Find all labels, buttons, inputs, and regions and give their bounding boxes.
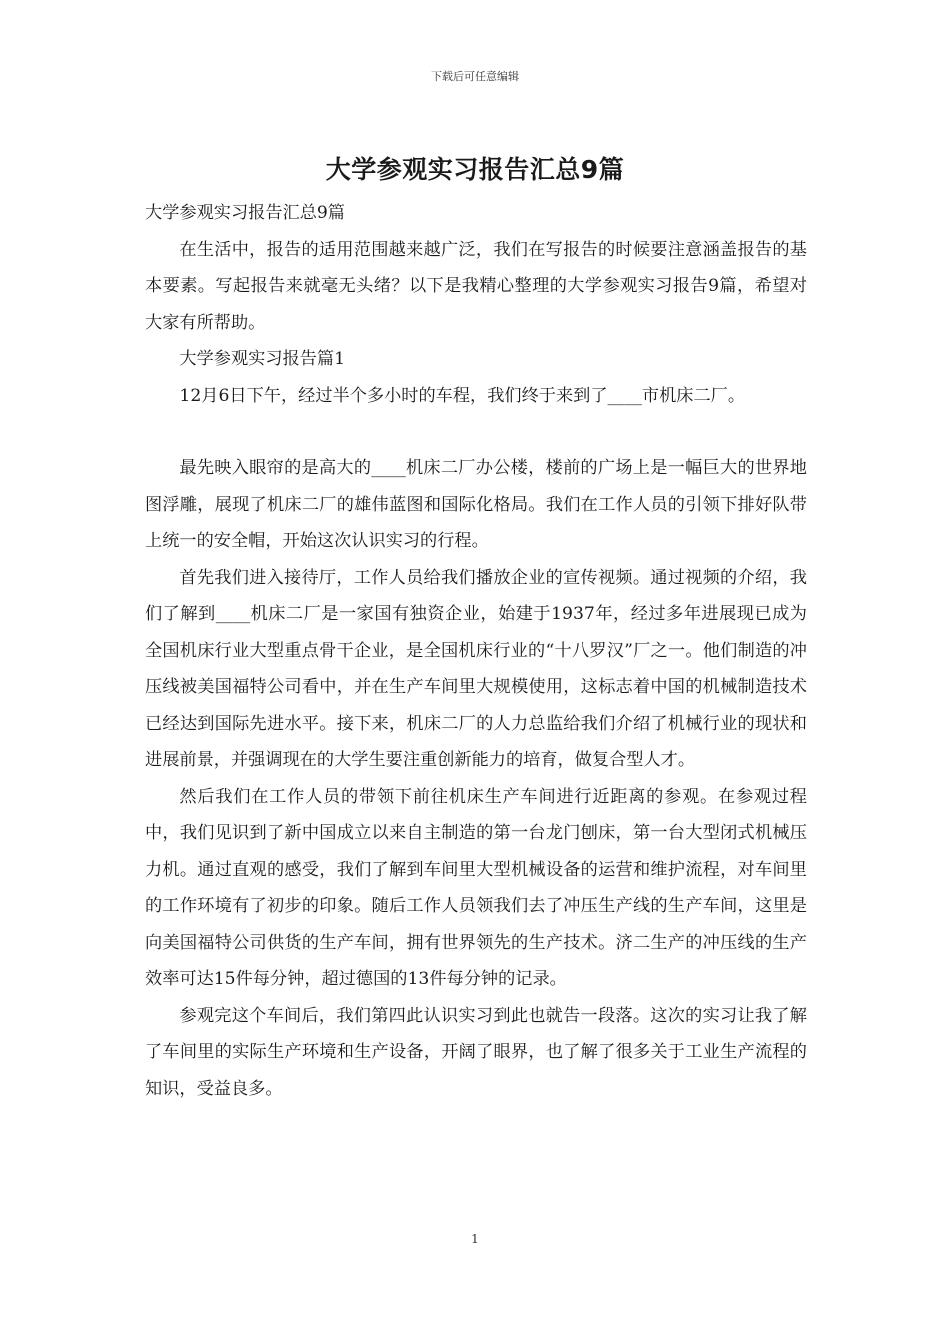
page-header-note: 下载后可任意编辑 xyxy=(431,70,519,83)
paragraph-spacer xyxy=(145,414,807,450)
section-heading: 大学参观实习报告篇1 xyxy=(179,349,346,369)
body-paragraph-4: 然后我们在工作人员的带领下前往机床生产车间进行近距离的参观。在参观过程中，我们见识到了新中国成立以来自主制造的第一台龙门刨床，第一台大型闭式机械压力机。通过直观的感受，我们了解到车间里大型机械设备的运营和维护流程，对车间里的工作环境有了初步的印象。随后工作人员领我们去了冲压生产线的生产车间，这里是向美国福特公司供货的生产车间，拥有世界领先的生产技术。济二生产的冲压线的生产效率可达15件每分钟，超过德国的13件每分钟的记录。 xyxy=(145,786,807,989)
body-paragraph-1: 12月6日下午，经过半个多小时的车程，我们终于来到了____市机床二厂。 xyxy=(179,385,746,406)
page-number: 1 xyxy=(471,1232,479,1246)
body-paragraph-3: 首先我们进入接待厅，工作人员给我们播放企业的宣传视频。通过视频的介绍，我们了解到____机床二厂是一家国有独资企业，始建于1937年，经过多年进展现已成为全国机床行业大型重点骨干企业，是全国机床行业的“十八罗汉”厂之一。他们制造的冲压线被美国福特公司看中，并在生产车间里大规模使用，这标志着中国的机械制造技术已经达到国际先进水平。接下来，机床二厂的人力总监给我们介绍了机械行业的现状和进展前景，并强调现在的大学生要注重创新能力的培育，做复合型人才。 xyxy=(145,567,807,770)
document-body xyxy=(145,195,807,1107)
document-title: 大学参观实习报告汇总9篇 xyxy=(325,155,625,184)
body-paragraph-5: 参观完这个车间后，我们第四此认识实习到此也就告一段落。这次的实习让我了解了车间里的实际生产环境和生产设备，开阔了眼界，也了解了很多关于工业生产流程的知识，受益良多。 xyxy=(145,1005,807,1099)
body-paragraph-2: 最先映入眼帘的是高大的____机床二厂办公楼，楼前的广场上是一幅巨大的世界地图浮雕，展现了机床二厂的雄伟蓝图和国际化格局。我们在工作人员的引领下排好队带上统一的安全帽，开始这次认识实习的行程。 xyxy=(145,458,807,551)
document-subtitle: 大学参观实习报告汇总9篇 xyxy=(145,203,345,223)
intro-paragraph: 在生活中，报告的适用范围越来越广泛，我们在写报告的时候要注意涵盖报告的基本要素。写起报告来就毫无头绪？以下是我精心整理的大学参观实习报告9篇，希望对大家有所帮助。 xyxy=(145,239,807,333)
